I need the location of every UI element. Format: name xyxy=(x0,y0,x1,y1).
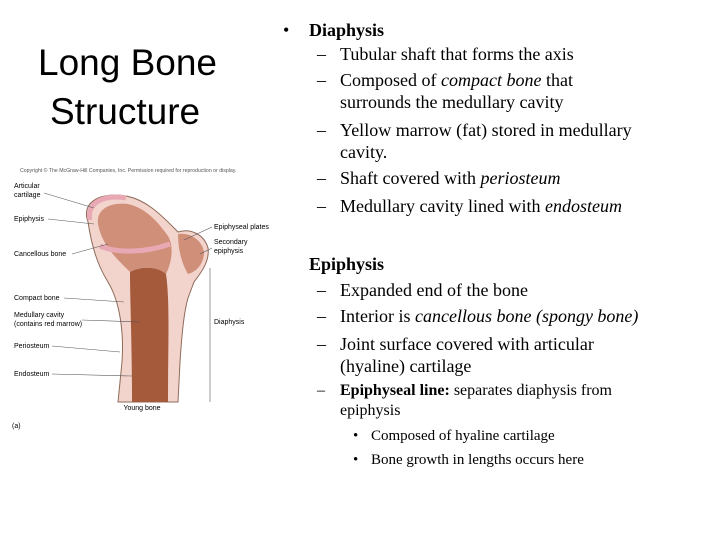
epiphysis-heading: Epiphysis xyxy=(309,254,385,274)
dash: – xyxy=(317,168,326,188)
label-diaphysis: Diaphysis xyxy=(214,319,245,326)
label-secondary-epiphysis-2: epiphysis xyxy=(214,248,244,255)
diaphysis-item-5 xyxy=(340,196,622,217)
epiphysis-item-4 xyxy=(340,382,612,400)
dash: – xyxy=(317,334,326,354)
diaphysis-item-1: Tubular shaft that forms the axis xyxy=(340,44,574,64)
diaphysis-heading: Diaphysis xyxy=(309,20,385,40)
diaphysis-bullet: • xyxy=(283,20,290,40)
label-articular-cartilage-2: cartilage xyxy=(14,192,41,199)
label-panel: (a) xyxy=(12,423,21,430)
label-medullary-cavity-2: (contains red marrow) xyxy=(14,321,83,328)
dash: – xyxy=(317,70,326,90)
label-periosteum: Periosteum xyxy=(14,343,50,350)
dash: – xyxy=(317,120,326,140)
label-young-bone: Young bone xyxy=(123,405,161,412)
dash: – xyxy=(317,382,325,399)
slide-title-line1: Long Bone xyxy=(38,42,218,83)
dash: – xyxy=(317,280,326,300)
dash: – xyxy=(317,44,326,64)
label-epiphyseal-plates: Epiphyseal plates xyxy=(214,224,269,231)
diaphysis-item-2 xyxy=(340,70,573,91)
epiphysis-item-4-line2: epiphysis xyxy=(340,402,401,419)
diaphysis-item-2-em: compact bone xyxy=(441,70,542,90)
epiphysis-item-4-rest: separates diaphysis from xyxy=(449,382,612,399)
epiphysis-sub-1: Composed of hyaline cartilage xyxy=(371,428,555,444)
label-cancellous-bone: Cancellous bone xyxy=(14,251,67,258)
epiphysis-item-2 xyxy=(340,306,638,327)
label-secondary-epiphysis-1: Secondary xyxy=(214,239,248,246)
medullary-cavity-shape xyxy=(130,268,169,402)
epiphysis-sub-2: Bone growth in lengths occurs here xyxy=(371,452,584,468)
diaphysis-item-2-post: that xyxy=(541,70,573,90)
figure-copyright: Copyright © The McGraw-Hill Companies, Inc. Permission required for reproduction or display. xyxy=(20,168,237,174)
label-endosteum: Endosteum xyxy=(14,371,50,378)
diaphysis-item-4 xyxy=(340,168,560,189)
slide-title xyxy=(38,38,268,136)
bone-illustration xyxy=(8,162,298,440)
epiphysis-item-3-line2: (hyaline) cartilage xyxy=(340,356,472,376)
slide-title-line2: Structure xyxy=(50,91,201,132)
diaphysis-item-3-line2: cavity. xyxy=(340,142,388,162)
dash: – xyxy=(317,306,326,326)
diaphysis-item-2-line2: surrounds the medullary cavity xyxy=(340,92,564,112)
dash: – xyxy=(317,196,326,216)
label-epiphysis: Epiphysis xyxy=(14,216,44,223)
epiphysis-item-3-line1: Joint surface covered with articular xyxy=(340,334,594,354)
epiphysis-item-1: Expanded end of the bone xyxy=(340,280,528,300)
sub-bullet: • xyxy=(353,428,359,444)
sub-bullet: • xyxy=(353,452,359,468)
label-medullary-cavity-1: Medullary cavity xyxy=(14,312,65,319)
diaphysis-item-5-em: endosteum xyxy=(544,196,622,216)
epiphysis-item-4-bold: Epiphyseal line: xyxy=(340,382,450,399)
diaphysis-item-5-pre: Medullary cavity lined with xyxy=(340,196,545,216)
epiphysis-item-2-em: cancellous bone (spongy bone) xyxy=(414,306,639,326)
long-bone-figure xyxy=(8,162,298,440)
label-articular-cartilage-1: Articular xyxy=(14,183,40,190)
diaphysis-item-3-line1: Yellow marrow (fat) stored in medullary xyxy=(340,120,632,140)
diaphysis-item-2-pre: Composed of xyxy=(340,70,441,90)
label-compact-bone: Compact bone xyxy=(14,295,60,302)
diaphysis-item-4-em: periosteum xyxy=(480,168,561,188)
epiphysis-item-2-pre: Interior is xyxy=(340,306,415,326)
diaphysis-item-4-pre: Shaft covered with xyxy=(340,168,481,188)
